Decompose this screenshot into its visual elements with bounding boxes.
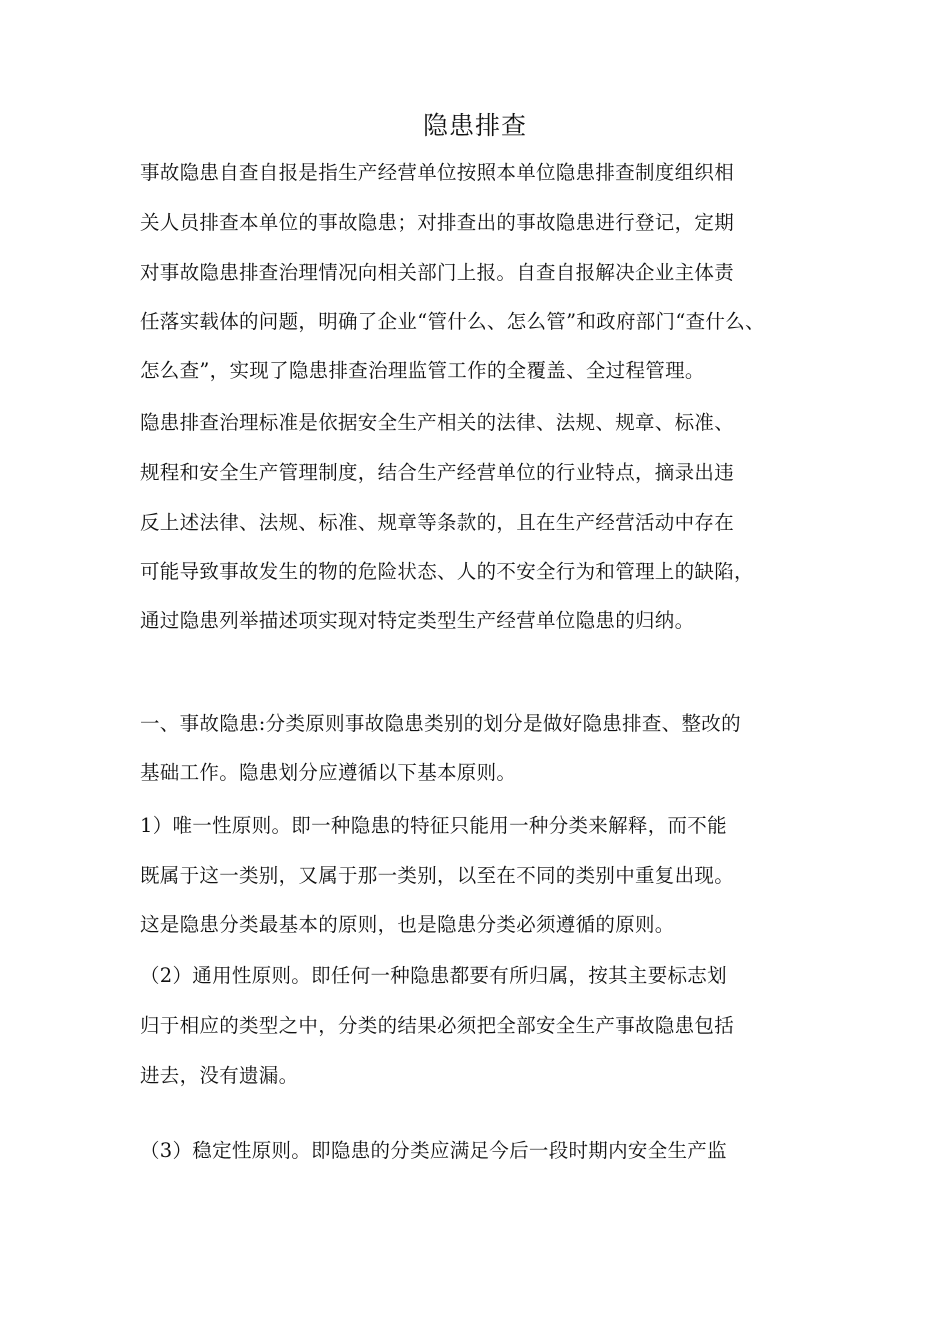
list-item-line: 既属于这一类别，又属于那一类别，以至在不同的类别中重复出现。 [140,864,735,887]
paragraph-line: 关人员排查本单位的事故隐患；对排查出的事故隐患进行登记，定期 [140,211,735,234]
paragraph-line: 反上述法律、法规、标准、规章等条款的，且在生产经营活动中存在 [140,511,735,534]
paragraph-line: 可能导致事故发生的物的危险状态、人的不安全行为和管理上的缺陷， [140,560,754,583]
list-item-line: （3）稳定性原则。即隐患的分类应满足今后一段时期内安全生产监 [140,1139,727,1162]
paragraph-line: 怎么查”，实现了隐患排查治理监管工作的全覆盖、全过程管理。 [140,359,705,382]
paragraph-line: 事故隐患自查自报是指生产经营单位按照本单位隐患排查制度组织相 [140,161,735,184]
list-item-line: 归于相应的类型之中，分类的结果必须把全部安全生产事故隐患包括 [140,1014,735,1037]
list-item-line: （2）通用性原则。即任何一种隐患都要有所归属，按其主要标志划 [140,964,727,987]
paragraph-line: 规程和安全生产管理制度，结合生产经营单位的行业特点，摘录出违 [140,461,735,484]
paragraph-line: 任落实载体的问题，明确了企业“管什么、怎么管”和政府部门“查什么、 [140,310,765,333]
paragraph-line: 对事故隐患排查治理情况向相关部门上报。自查自报解决企业主体责 [140,261,735,284]
paragraph-line: 基础工作。隐患划分应遵循以下基本原则。 [140,761,517,784]
list-item-line: 1）唯一性原则。即一种隐患的特征只能用一种分类来解释，而不能 [140,814,727,837]
list-item-line: 进去，没有遗漏。 [140,1064,299,1087]
list-item-line: 这是隐患分类最基本的原则，也是隐患分类必须遵循的原则。 [140,913,675,936]
paragraph-line: 通过隐患列举描述项实现对特定类型生产经营单位隐患的归纳。 [140,609,695,632]
document-title: 隐患排查 [422,111,527,140]
section-heading-line: 一、事故隐患:分类原则事故隐患类别的划分是做好隐患排查、整改的 [140,712,741,735]
paragraph-line: 隐患排查治理标准是依据安全生产相关的法律、法规、规章、标准、 [140,411,735,434]
